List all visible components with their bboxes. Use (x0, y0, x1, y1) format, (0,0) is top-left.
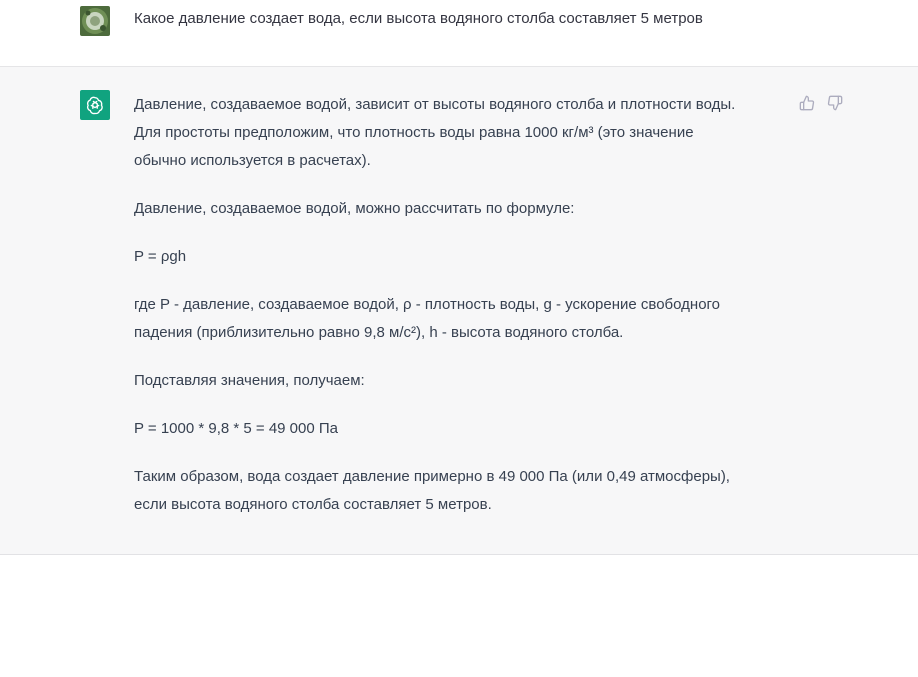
user-avatar (80, 6, 110, 36)
answer-line: где P - давление, создаваемое водой, ρ - плотность воды, g - ускорение свободного (134, 296, 721, 313)
assistant-answer (134, 91, 784, 539)
assistant-message-row (0, 67, 918, 555)
answer-line: если высота водяного столба составляет 5 метров. (134, 496, 492, 513)
answer-line: Таким образом, вода создает давление примерно в 49 000 Па (или 0,49 атмосферы), (134, 468, 730, 485)
answer-calculation (134, 415, 784, 443)
answer-line: Давление, создаваемое водой, можно рассчитать по формуле: (134, 200, 575, 217)
thumbs-down-icon[interactable] (826, 94, 844, 112)
answer-line: падения (приблизительно равно 9,8 м/с²), h - высота водяного столба. (134, 324, 624, 341)
answer-paragraph-5 (134, 367, 784, 395)
answer-line: Для простоты предположим, что плотность воды равна 1000 кг/м³ (это значение (134, 124, 694, 141)
answer-paragraph-2 (134, 195, 784, 223)
answer-line: обычно используется в расчетах). (134, 152, 371, 169)
answer-paragraph-1 (134, 91, 784, 175)
answer-line: Подставляя значения, получаем: (134, 372, 365, 389)
answer-line: Давление, создаваемое водой, зависит от высоты водяного столба и плотности воды. (134, 96, 736, 113)
answer-line: P = ρgh (134, 248, 187, 265)
thumbs-up-icon[interactable] (798, 94, 816, 112)
user-message-row (0, 0, 918, 67)
answer-formula (134, 243, 784, 271)
answer-line: P = 1000 * 9,8 * 5 = 49 000 Па (134, 420, 339, 437)
openai-logo-icon (80, 90, 110, 120)
answer-paragraph-7 (134, 463, 784, 519)
user-message-text: Какое давление создает вода, если высота водяного столба составляет 5 метров (134, 10, 703, 27)
answer-paragraph-4 (134, 291, 784, 347)
